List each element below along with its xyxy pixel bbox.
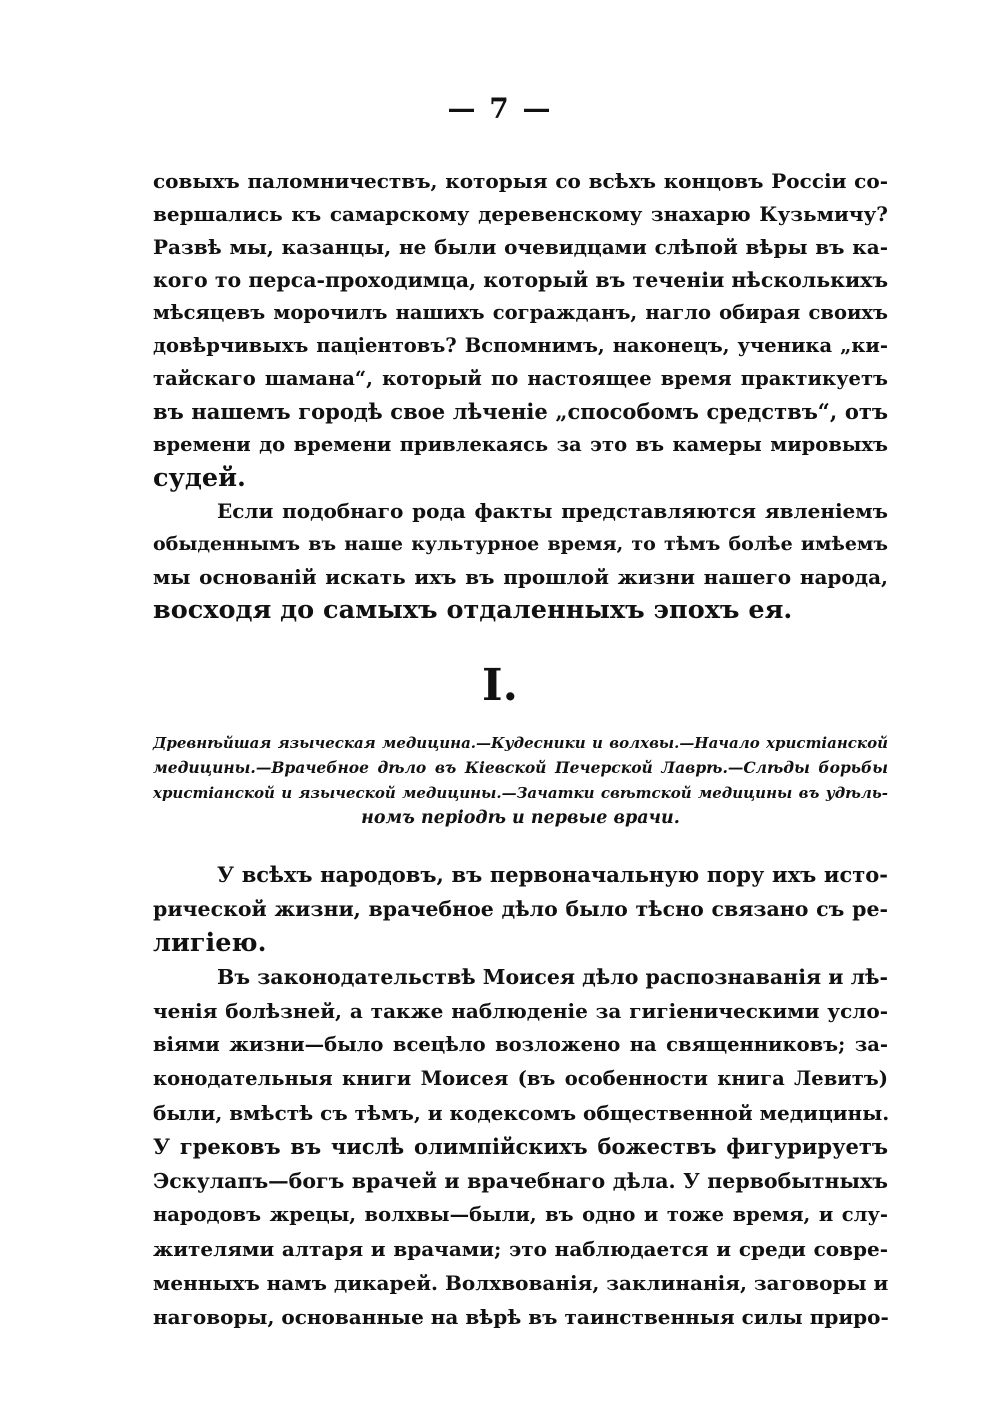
- text-line: судей.: [153, 463, 246, 493]
- text-line: менныхъ намъ дикарей. Волхвованія, заклинанія, заговоры и: [153, 1271, 889, 1295]
- text-line: мѣсяцевъ морочилъ нашихъ согражданъ, нагло обирая своихъ: [153, 301, 888, 324]
- chapter-summary-line: номъ періодѣ и первые врачи.: [361, 808, 680, 828]
- text-line: кого то перса-проходимца, который въ теченіи нѣсколькихъ: [153, 268, 889, 292]
- text-line: Эскулапъ—богъ врачей и врачебнаго дѣла. У первобытныхъ: [153, 1169, 888, 1193]
- text-line: Если подобнаго рода факты представляются явленіемъ: [217, 499, 888, 523]
- text-line: У грековъ въ числѣ олимпійскихъ божествъ фигурируетъ: [153, 1134, 888, 1159]
- text-line: мы основаній искать ихъ въ прошлой жизни нашего народа,: [153, 565, 888, 589]
- text-line: рической жизни, врачебное дѣло было тѣсно связано съ ре-: [153, 897, 888, 921]
- text-line: довѣрчивыхъ паціентовъ? Вспомнимъ, наконецъ, ученика „ки-: [153, 334, 888, 357]
- text-line: віями жизни—было всецѣло возложено на священниковъ; за-: [153, 1033, 888, 1056]
- text-line: наговоры, основанные на вѣрѣ въ таинственныя силы приро-: [153, 1305, 889, 1329]
- chapter-numeral: I.: [482, 660, 518, 711]
- text-line: жителями алтаря и врачами; это наблюдается и среди совре-: [153, 1237, 888, 1261]
- text-line: восходя до самыхъ отдаленныхъ эпохъ ея.: [153, 595, 793, 625]
- text-line: Развѣ мы, казанцы, не были очевидцами слѣпой вѣры въ ка-: [153, 235, 888, 259]
- chapter-summary-line: медицины.—Врачебное дѣло въ Кіевской Печерской Лаврѣ.—Слѣды борьбы: [153, 758, 888, 777]
- text-line: тайскаго шамана“, который по настоящее время практикуетъ: [153, 367, 888, 390]
- text-line: въ нашемъ городѣ свое лѣченіе „способомъ средствъ“, отъ: [153, 399, 888, 424]
- text-line: У всѣхъ народовъ, въ первоначальную пору ихъ исто-: [217, 862, 888, 887]
- text-line: вершались къ самарскому деревенскому знахарю Кузьмичу?: [153, 202, 888, 226]
- text-line: обыденнымъ въ наше культурное время, то тѣмъ болѣе имѣемъ: [153, 533, 888, 555]
- text-line: народовъ жрецы, волхвы—были, въ одно и тоже время, и слу-: [153, 1203, 888, 1226]
- text-line: времени до времени привлекаясь за это въ камеры мировыхъ: [153, 433, 888, 456]
- text-line: конодательныя книги Моисея (въ особенности книга Левитъ): [153, 1067, 888, 1090]
- chapter-summary-line: Древнѣйшая языческая медицина.—Кудесники и волхвы.—Начало христіанской: [153, 734, 888, 752]
- chapter-summary-line: христіанской и языческой медицины.—Зачатки свѣтской медицины въ удѣль-: [153, 784, 888, 802]
- text-line: совыхъ паломничествъ, которыя со всѣхъ концовъ Россіи со-: [153, 169, 888, 193]
- text-line: Въ законодательствѣ Моисея дѣло распознаванія и лѣ-: [217, 965, 888, 989]
- page-number: — 7 —: [447, 92, 553, 125]
- text-line: ченія болѣзней, а также наблюденіе за гигіеническими усло-: [153, 999, 888, 1023]
- text-line: были, вмѣстѣ съ тѣмъ, и кодексомъ общественной медицины.: [153, 1101, 890, 1125]
- text-line: лигіею.: [153, 928, 267, 958]
